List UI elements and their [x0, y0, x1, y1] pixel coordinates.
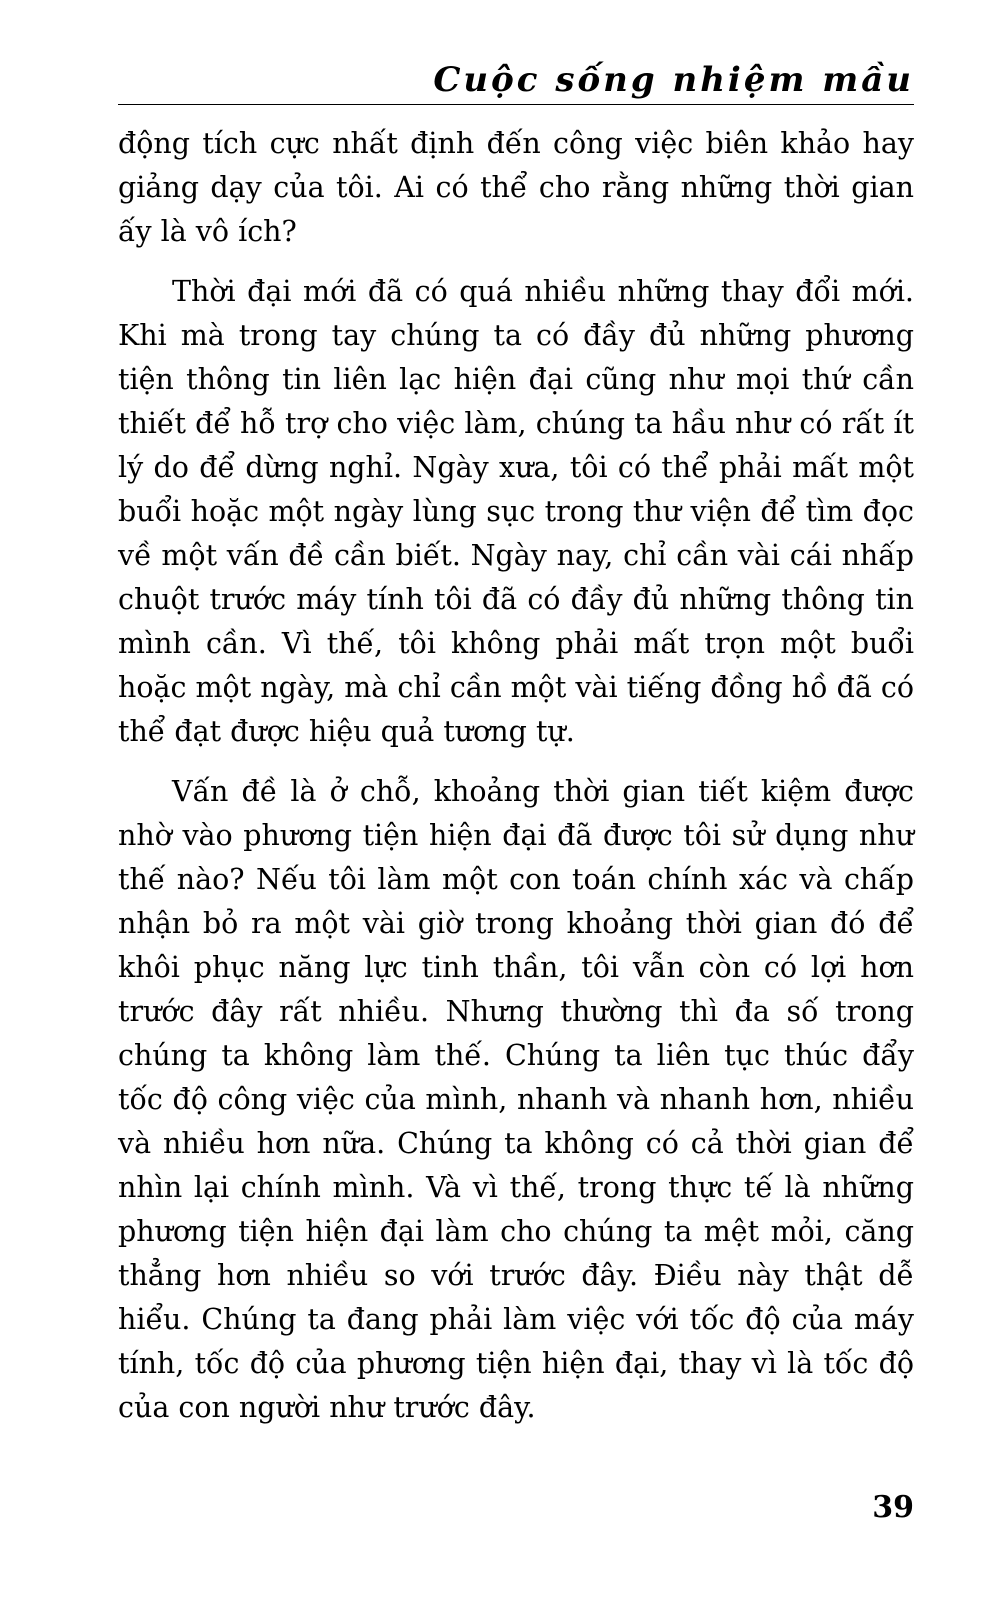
page-number: 39	[872, 1490, 914, 1525]
paragraph: Vấn đề là ở chỗ, khoảng thời gian tiết kiệm được nhờ vào phương tiện hiện đại đã được tôi sử dụng như thế nào? Nếu tôi làm một con toán chính xác và chấp nhận bỏ ra một vài giờ trong khoảng thời gian đó để khôi phục năng lực tinh thần, tôi vẫn còn có lợi hơn trước đây rất nhiều. Nhưng thường thì đa số trong chúng ta không làm thế. Chúng ta liên tục thúc đẩy tốc độ công việc của mình, nhanh và nhanh hơn, nhiều và nhiều hơn nữa. Chúng ta không có cả thời gian để nhìn lại chính mình. Và vì thế, trong thực tế là những phương tiện hiện đại làm cho chúng ta mệt mỏi, căng thẳng hơn nhiều so với trước đây. Điều này thật dễ hiểu. Chúng ta đang phải làm việc với tốc độ của máy tính, tốc độ của phương tiện hiện đại, thay vì là tốc độ của con người như trước đây.	[118, 775, 914, 1424]
page-header	[118, 56, 914, 105]
paragraph-continued: động tích cực nhất định đến công việc biên khảo hay giảng dạy của tôi. Ai có thể cho rằng những thời gian ấy là vô ích?	[118, 127, 914, 248]
running-title: Cuộc sống nhiệm mầu	[433, 60, 914, 100]
page-body	[118, 122, 914, 1446]
paragraph: Thời đại mới đã có quá nhiều những thay đổi mới. Khi mà trong tay chúng ta có đầy đủ những phương tiện thông tin liên lạc hiện đại cũng như mọi thứ cần thiết để hỗ trợ cho việc làm, chúng ta hầu như có rất ít lý do để dừng nghỉ. Ngày xưa, tôi có thể phải mất một buổi hoặc một ngày lùng sục trong thư viện để tìm đọc về một vấn đề cần biết. Ngày nay, chỉ cần vài cái nhấp chuột trước máy tính tôi đã có đầy đủ những thông tin mình cần. Vì thế, tôi không phải mất trọn một buổi hoặc một ngày, mà chỉ cần một vài tiếng đồng hồ đã có thể đạt được hiệu quả tương tự.	[118, 275, 914, 748]
